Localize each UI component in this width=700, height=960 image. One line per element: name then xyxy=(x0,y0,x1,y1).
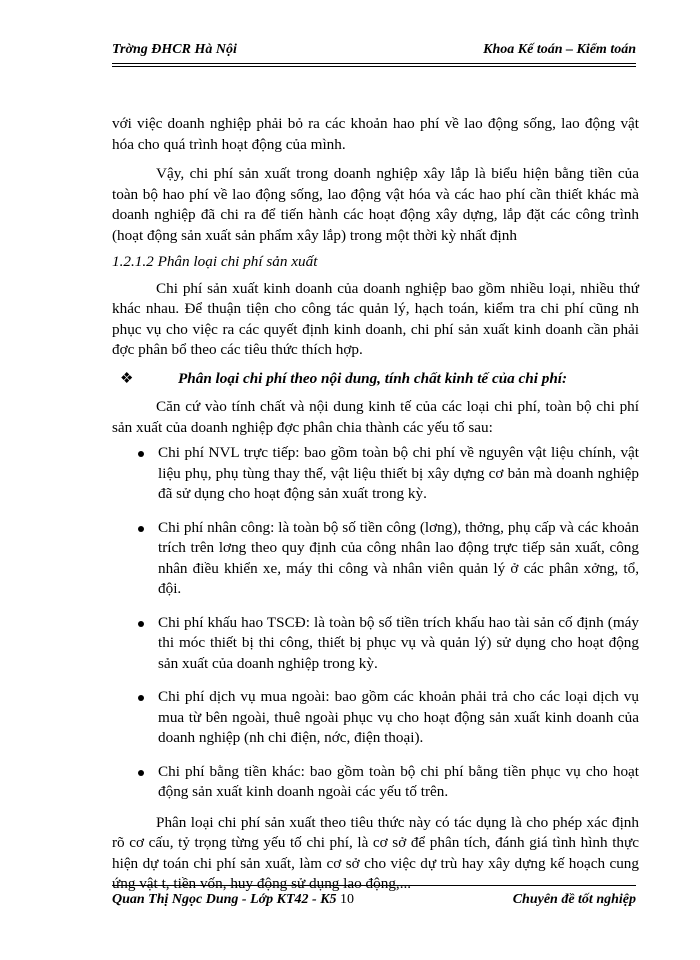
bullet-icon xyxy=(138,451,144,457)
list-item xyxy=(112,613,639,675)
header-right: Khoa Kế toán – Kiểm toán xyxy=(483,42,636,57)
bullet-icon xyxy=(138,526,144,532)
bullet-icon xyxy=(138,695,144,701)
paragraph: Chi phí sản xuất kinh doanh của doanh nghiệp bao gồm nhiều loại, nhiều thứ khác nhau. Để thuận tiện cho công tác quản lý, hạch toán, kiểm tra chi phí cũng nh phục vụ cho việc ra các quyết định kinh doanh, chi phí sản xuất kinh doanh cần phải đợc phân bổ theo các tiêu thức thích hợp. xyxy=(112,279,639,358)
footer-left: Quan Thị Ngọc Dung - Lớp KT42 - K5 xyxy=(112,892,337,907)
bullet-icon xyxy=(138,770,144,776)
list-item-text: Chi phí nhân công: là toàn bộ số tiền công (lơng), thởng, phụ cấp và các khoản trích trên lơng theo quy định của công nhân lao động trực tiếp sản xuất, công nhân điều khiển xe, máy thi công và nhân viên quản lý ở các phân xởng, tổ, đội. xyxy=(158,518,639,597)
diamond-bullet-icon: ❖ xyxy=(120,370,134,387)
subsection-heading xyxy=(112,369,639,390)
paragraph: Căn cứ vào tính chất và nội dung kinh tế của các loại chi phí, toàn bộ chi phí sản xuất của doanh nghiệp đợc phân chia thành các yếu tố sau: xyxy=(112,398,639,436)
paragraph: Phân loại chi phí sản xuất theo tiêu thức này có tác dụng là cho phép xác định rõ cơ cấu, tỷ trọng từng yếu tố chi phí, là cơ sở để phân tích, đánh giá tình hình thực hiện dự toán chi phí sản xuất, làm cơ sở cho việc dự trù hay xây dựng kế hoạch cung ứng vật t, tiền vốn, huy động sử dụng lao động,... xyxy=(112,813,639,892)
list-item-text: Chi phí bằng tiền khác: bao gồm toàn bộ chi phí bằng tiền phục vụ cho hoạt động sản xuất kinh doanh ngoài các yếu tố trên. xyxy=(158,762,639,800)
list-item xyxy=(112,443,639,505)
header-rule xyxy=(112,63,636,64)
header-left: Trờng ĐHCR Hà Nội xyxy=(112,42,237,57)
footer-rule xyxy=(112,885,636,886)
subsection-heading-text: Phân loại chi phí theo nội dung, tính chất kinh tế của chi phí: xyxy=(178,369,568,387)
document-body xyxy=(112,114,639,895)
list-item-text: Chi phí khấu hao TSCĐ: là toàn bộ số tiền trích khấu hao tài sản cố định (máy thi móc thiết bị thi công, thiết bị phục vụ và quản lý) sử dụng cho hoạt động sản xuất của doanh nghiệp trong kỳ. xyxy=(158,613,639,672)
list-item xyxy=(112,762,639,803)
page-header xyxy=(112,42,636,58)
list-item-text: Chi phí dịch vụ mua ngoài: bao gồm các khoản phải trả cho các loại dịch vụ mua từ bên ngoài, thuê ngoài phục vụ cho hoạt động sản xuất kinh doanh của doanh nghiệp (nh chi điện, nớc, điện thoại). xyxy=(158,688,639,746)
page-number: 10 xyxy=(340,892,355,907)
paragraph: Vậy, chi phí sản xuất trong doanh nghiệp xây lắp là biểu hiện bằng tiền của toàn bộ hao phí về lao động sống, lao động vật hóa và các hao phí cần thiết khác mà doanh nghiệp đã chi ra để tiến hành các hoạt động xây dựng, lắp đặt các công trình (hoạt động sản xuất sản phẩm xây lắp) trong một thời kỳ nhất định xyxy=(112,165,639,244)
paragraph: với việc doanh nghiệp phải bỏ ra các khoản hao phí về lao động sống, lao động vật hóa cho quá trình hoạt động của mình. xyxy=(112,115,639,153)
footer-right: Chuyên đề tốt nghiệp xyxy=(512,892,636,907)
header-rule-thin xyxy=(112,66,636,67)
list-item-text: Chi phí NVL trực tiếp: bao gồm toàn bộ chi phí về nguyên vật liệu chính, vật liệu phụ, phụ tùng thay thế, vật liệu thiết bị xây dựng cơ bản mà doanh nghiệp đã sử dụng cho hoạt động sản xuất trong kỳ. xyxy=(158,444,639,502)
list-item xyxy=(112,687,639,749)
bullet-icon xyxy=(138,621,144,627)
section-heading: 1.2.1.2 Phân loại chi phí sản xuất xyxy=(112,253,318,270)
page-footer xyxy=(112,892,636,908)
list-item xyxy=(112,518,639,600)
